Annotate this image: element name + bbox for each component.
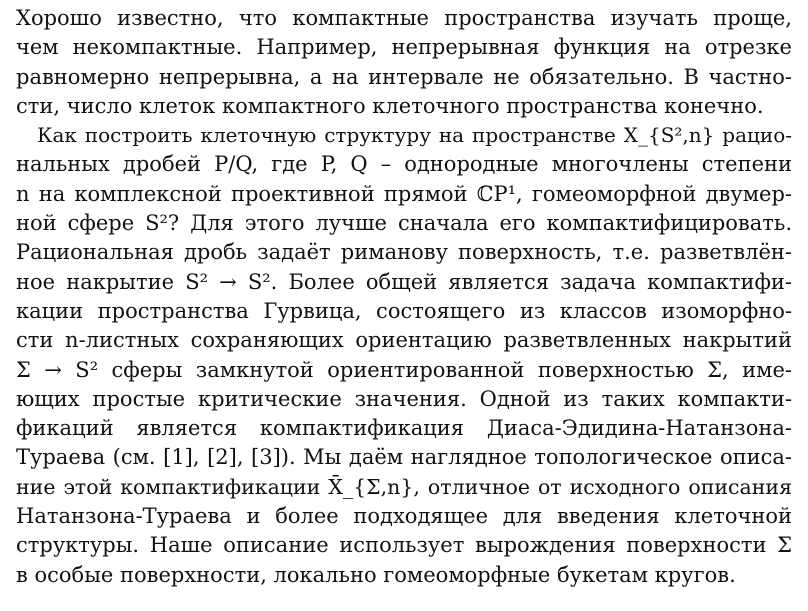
text-line: ное накрытие S² → S². Более общей является задача компактифи- [16,269,792,294]
text-line: равномерно непрерывна, а на интервале не обязательно. В частно- [16,64,792,89]
text-line: ющих простые критические значения. Одной из таких компакти- [16,386,792,411]
text-line: n на комплексной проективной прямой ℂP¹, гомеоморфной двумер- [16,181,792,206]
paragraph-cell-structure [16,121,792,590]
text-line: кации пространства Гурвица, состоящего из классов изоморфно- [16,298,792,323]
text-line: чем некомпактные. Например, непрерывная функция на отрезке [16,35,792,60]
text-line: ной сфере S²? Для этого лучше сначала его компактифицировать. [16,211,792,236]
text-line: Как построить клеточную структуру на пространстве X_{S²,n} рацио- [37,123,792,148]
text-line: сти n-листных сохраняющих ориентацию разветвленных накрытий [16,328,792,353]
text-line: Тураева (см. [1], [2], [3]). Мы даём наглядное топологическое описа- [16,445,792,470]
text-line: в особые поверхности, локально гомеоморфные букетам кругов. [16,562,736,587]
text-line: Σ → S² сферы замкнутой ориентированной поверхностью Σ, име- [16,357,792,382]
text-line: Натанзона-Тураева и более подходящее для введения клеточной [16,504,792,529]
text-line: сти, число клеток компактного клеточного пространства конечно. [16,93,764,118]
paragraph-compactness-intro [16,4,792,121]
text-line: структуры. Наше описание использует вырождения поверхности Σ [16,533,792,558]
text-line: нальных дробей P/Q, где P, Q – однородные многочлены степени [16,152,792,177]
text-line: ние этой компактификации X̄_{Σ,n}, отличное от исходного описания [16,474,792,499]
text-line: Хорошо известно, что компактные пространства изучать проще, [16,6,792,30]
text-line: фикаций является компактификация Диаса-Эдидина-Натанзона- [16,416,792,441]
text-line: Рациональная дробь задаёт риманову поверхность, т.е. разветвлён- [16,240,792,265]
